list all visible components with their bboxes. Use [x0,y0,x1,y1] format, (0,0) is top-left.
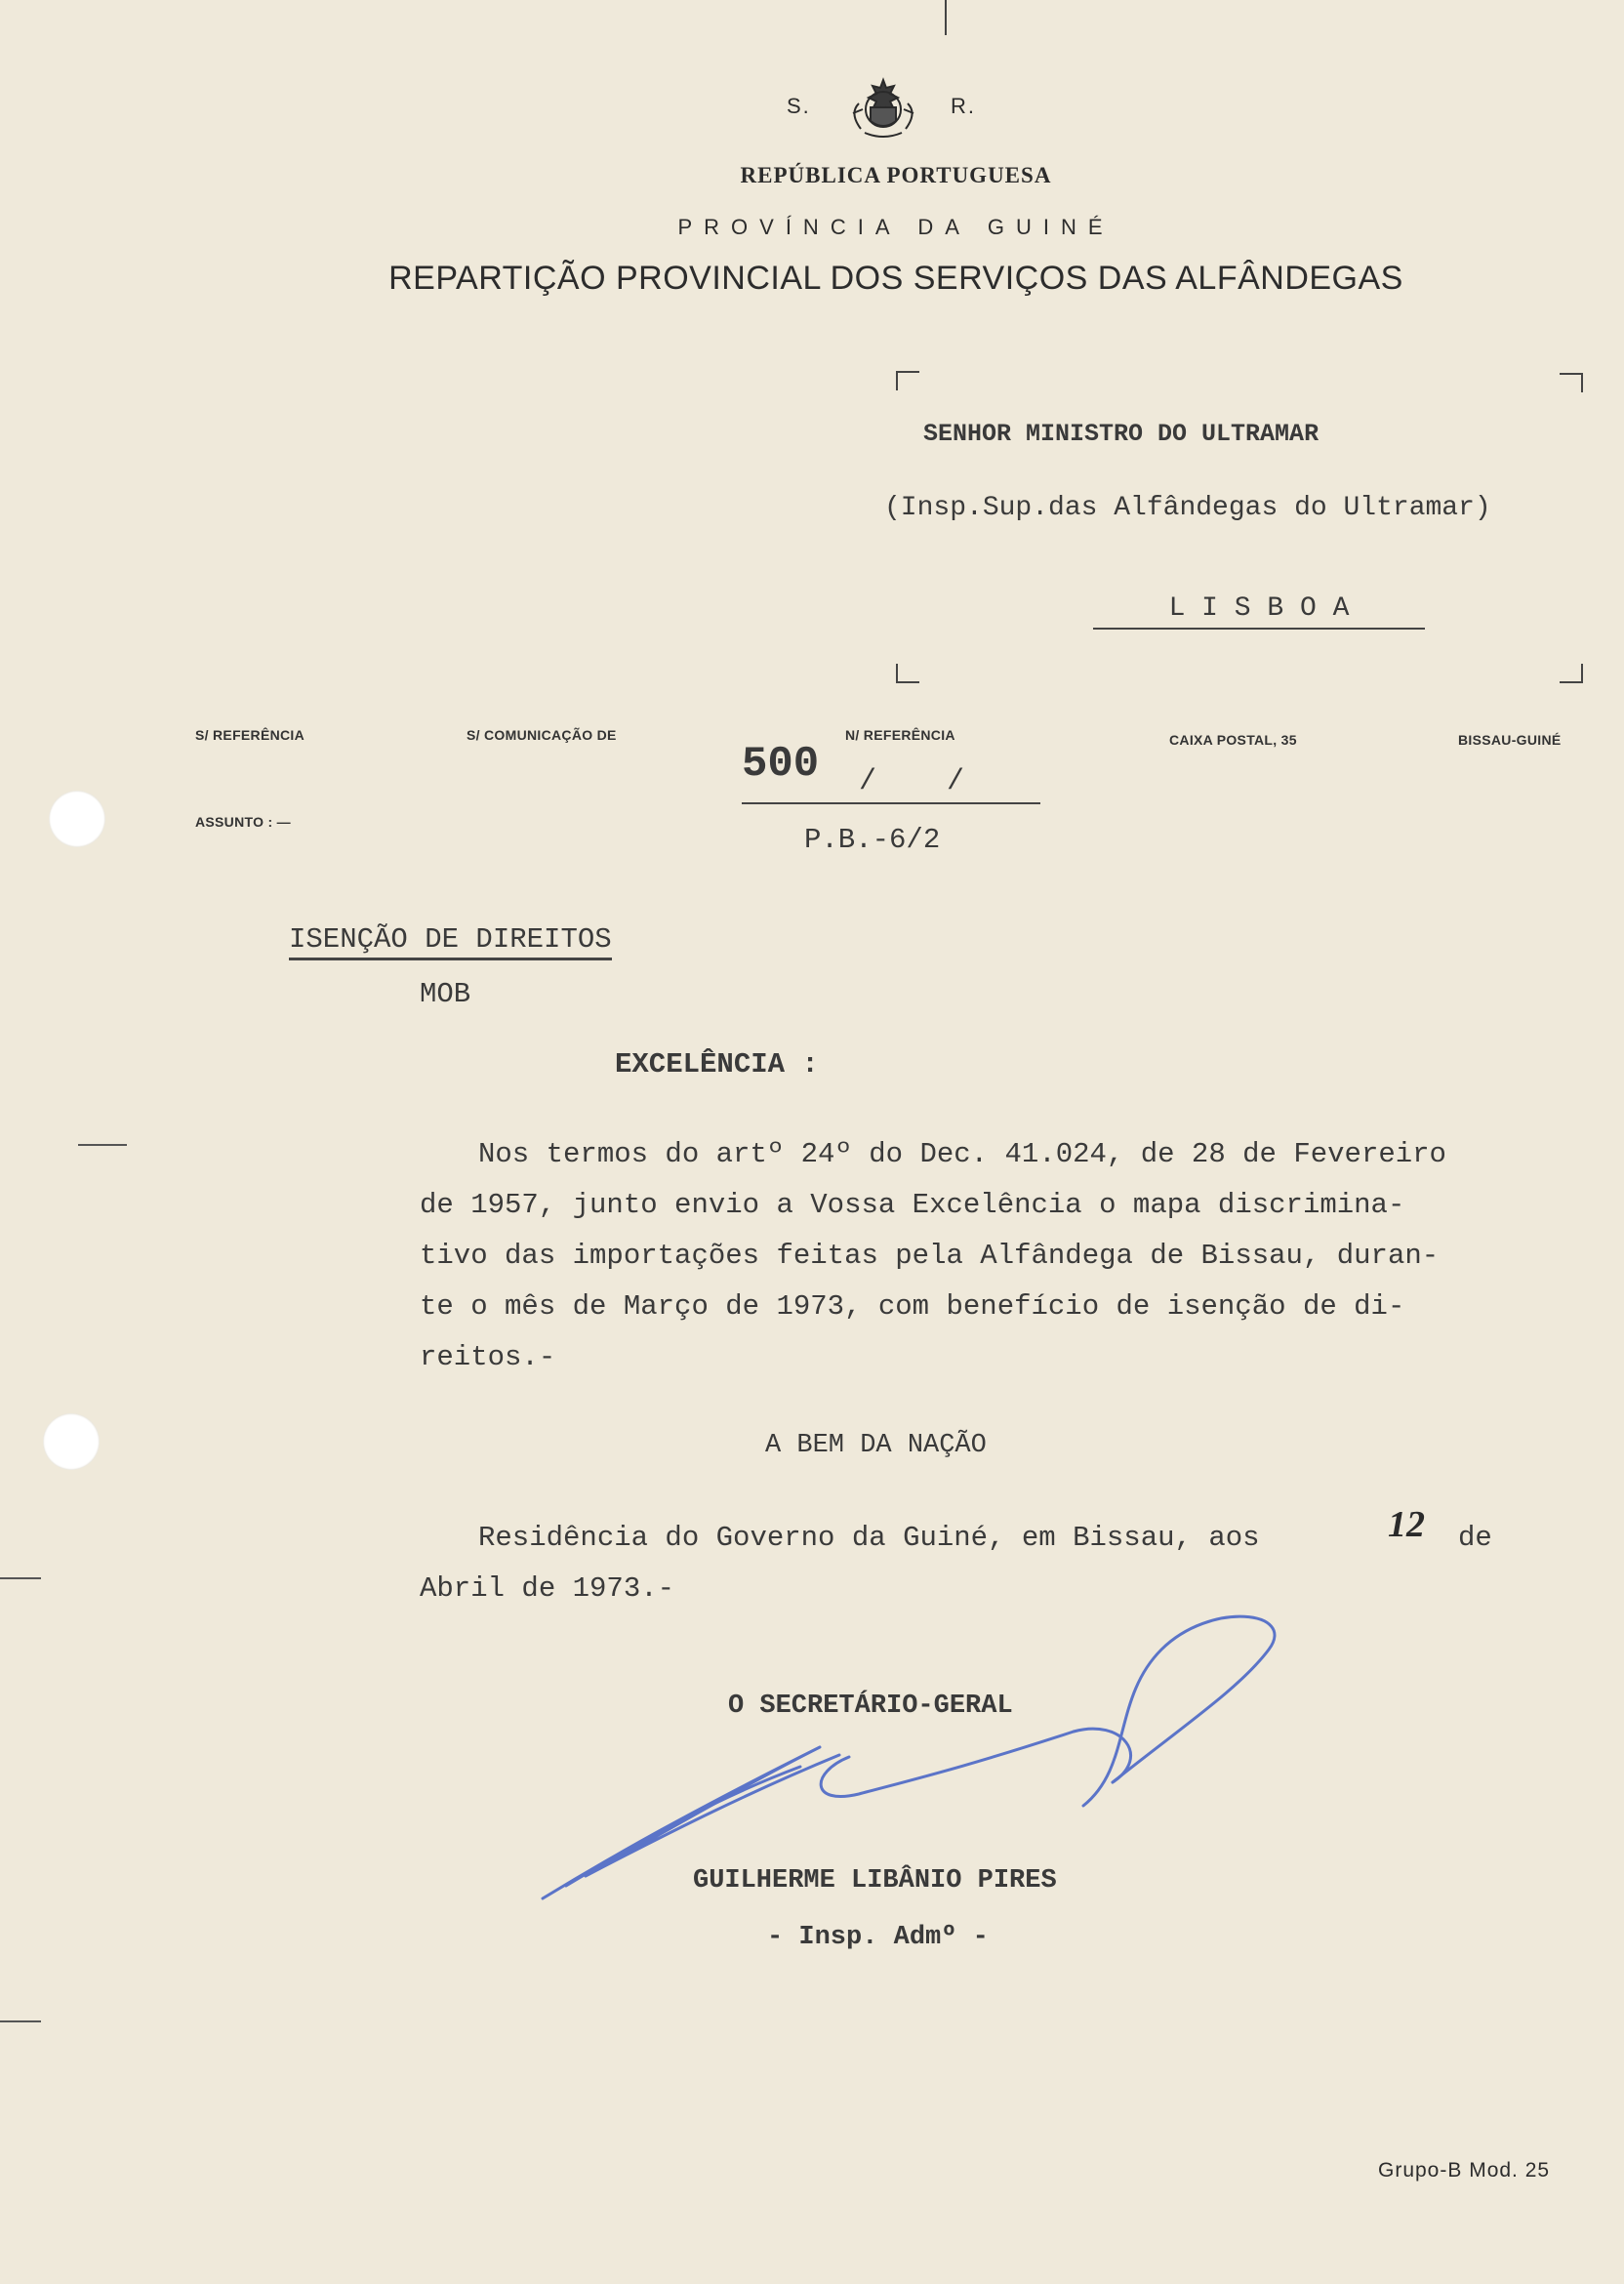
address-corner-bl [896,664,919,683]
coat-of-arms-icon [839,74,927,143]
addressee-line-1: SENHOR MINISTRO DO ULTRAMAR [923,420,1320,448]
addressee-city: L I S B O A [1093,593,1425,630]
addressee-line-2: (Insp.Sup.das Alfândegas do Ultramar) [884,493,1491,523]
ref-underline [742,802,1040,804]
ref-code: P.B.-6/2 [804,824,941,856]
fold-mark-2 [0,1577,41,1579]
province-line: PROVÍNCIA DA GUINÉ [677,215,1115,239]
top-tick [945,0,947,35]
assunto-label: ASSUNTO : — [195,814,291,830]
address-corner-tr [1560,373,1583,392]
salutation: EXCELÊNCIA : [615,1048,819,1081]
punch-hole-bottom [43,1413,100,1470]
signer-role: - Insp. Admº - [767,1923,989,1952]
ref-slashes: / / [859,765,965,798]
s-comunicacao-label: S/ COMUNICAÇÃO DE [467,727,617,743]
body-line-3: tivo das importações feitas pela Alfândega de Bissau, duran- [420,1240,1440,1272]
ref-number: 500 [742,740,820,789]
header-initial-s: S. [787,94,811,118]
subject-sub: MOB [420,978,471,1010]
body-line-5: reitos.- [420,1341,556,1373]
address-corner-br [1560,664,1583,683]
s-referencia-label: S/ REFERÊNCIA [195,727,305,743]
department-line: REPARTIÇÃO PROVINCIAL DOS SERVIÇOS DAS ALFÂNDEGAS [388,260,1403,297]
republic-line: REPÚBLICA PORTUGUESA [740,163,1052,187]
n-referencia-label: N/ REFERÊNCIA [845,727,955,743]
form-code: Grupo-B Mod. 25 [1378,2159,1551,2182]
address-corner-tl [896,371,919,390]
closing-line-2: Abril de 1973.- [420,1572,675,1605]
subject-title: ISENÇÃO DE DIREITOS [289,923,612,960]
body-line-2: de 1957, junto envio a Vossa Excelência o mapa discrimina- [420,1189,1405,1221]
header-initial-r: R. [951,94,976,118]
body-line-4: te o mês de Março de 1973, com benefício de isenção de di- [420,1290,1405,1323]
body-line-1: Nos termos do artº 24º do Dec. 41.024, de 28 de Fevereiro [478,1138,1446,1170]
fold-mark-1 [78,1144,127,1146]
signer-name: GUILHERME LIBÂNIO PIRES [693,1866,1057,1896]
closing-line-1-end: de [1458,1522,1492,1554]
signature-title: O SECRETÁRIO-GERAL [728,1692,1013,1721]
punch-hole-top [49,791,105,847]
closing-line-1-start: Residência do Governo da Guiné, em Bissau, aos [478,1522,1260,1554]
bissau-label: BISSAU-GUINÉ [1458,732,1562,748]
closing-day: 12 [1388,1504,1425,1545]
fold-mark-3 [0,2020,41,2022]
caixa-postal-label: CAIXA POSTAL, 35 [1169,732,1297,748]
motto: A BEM DA NAÇÃO [765,1431,987,1460]
